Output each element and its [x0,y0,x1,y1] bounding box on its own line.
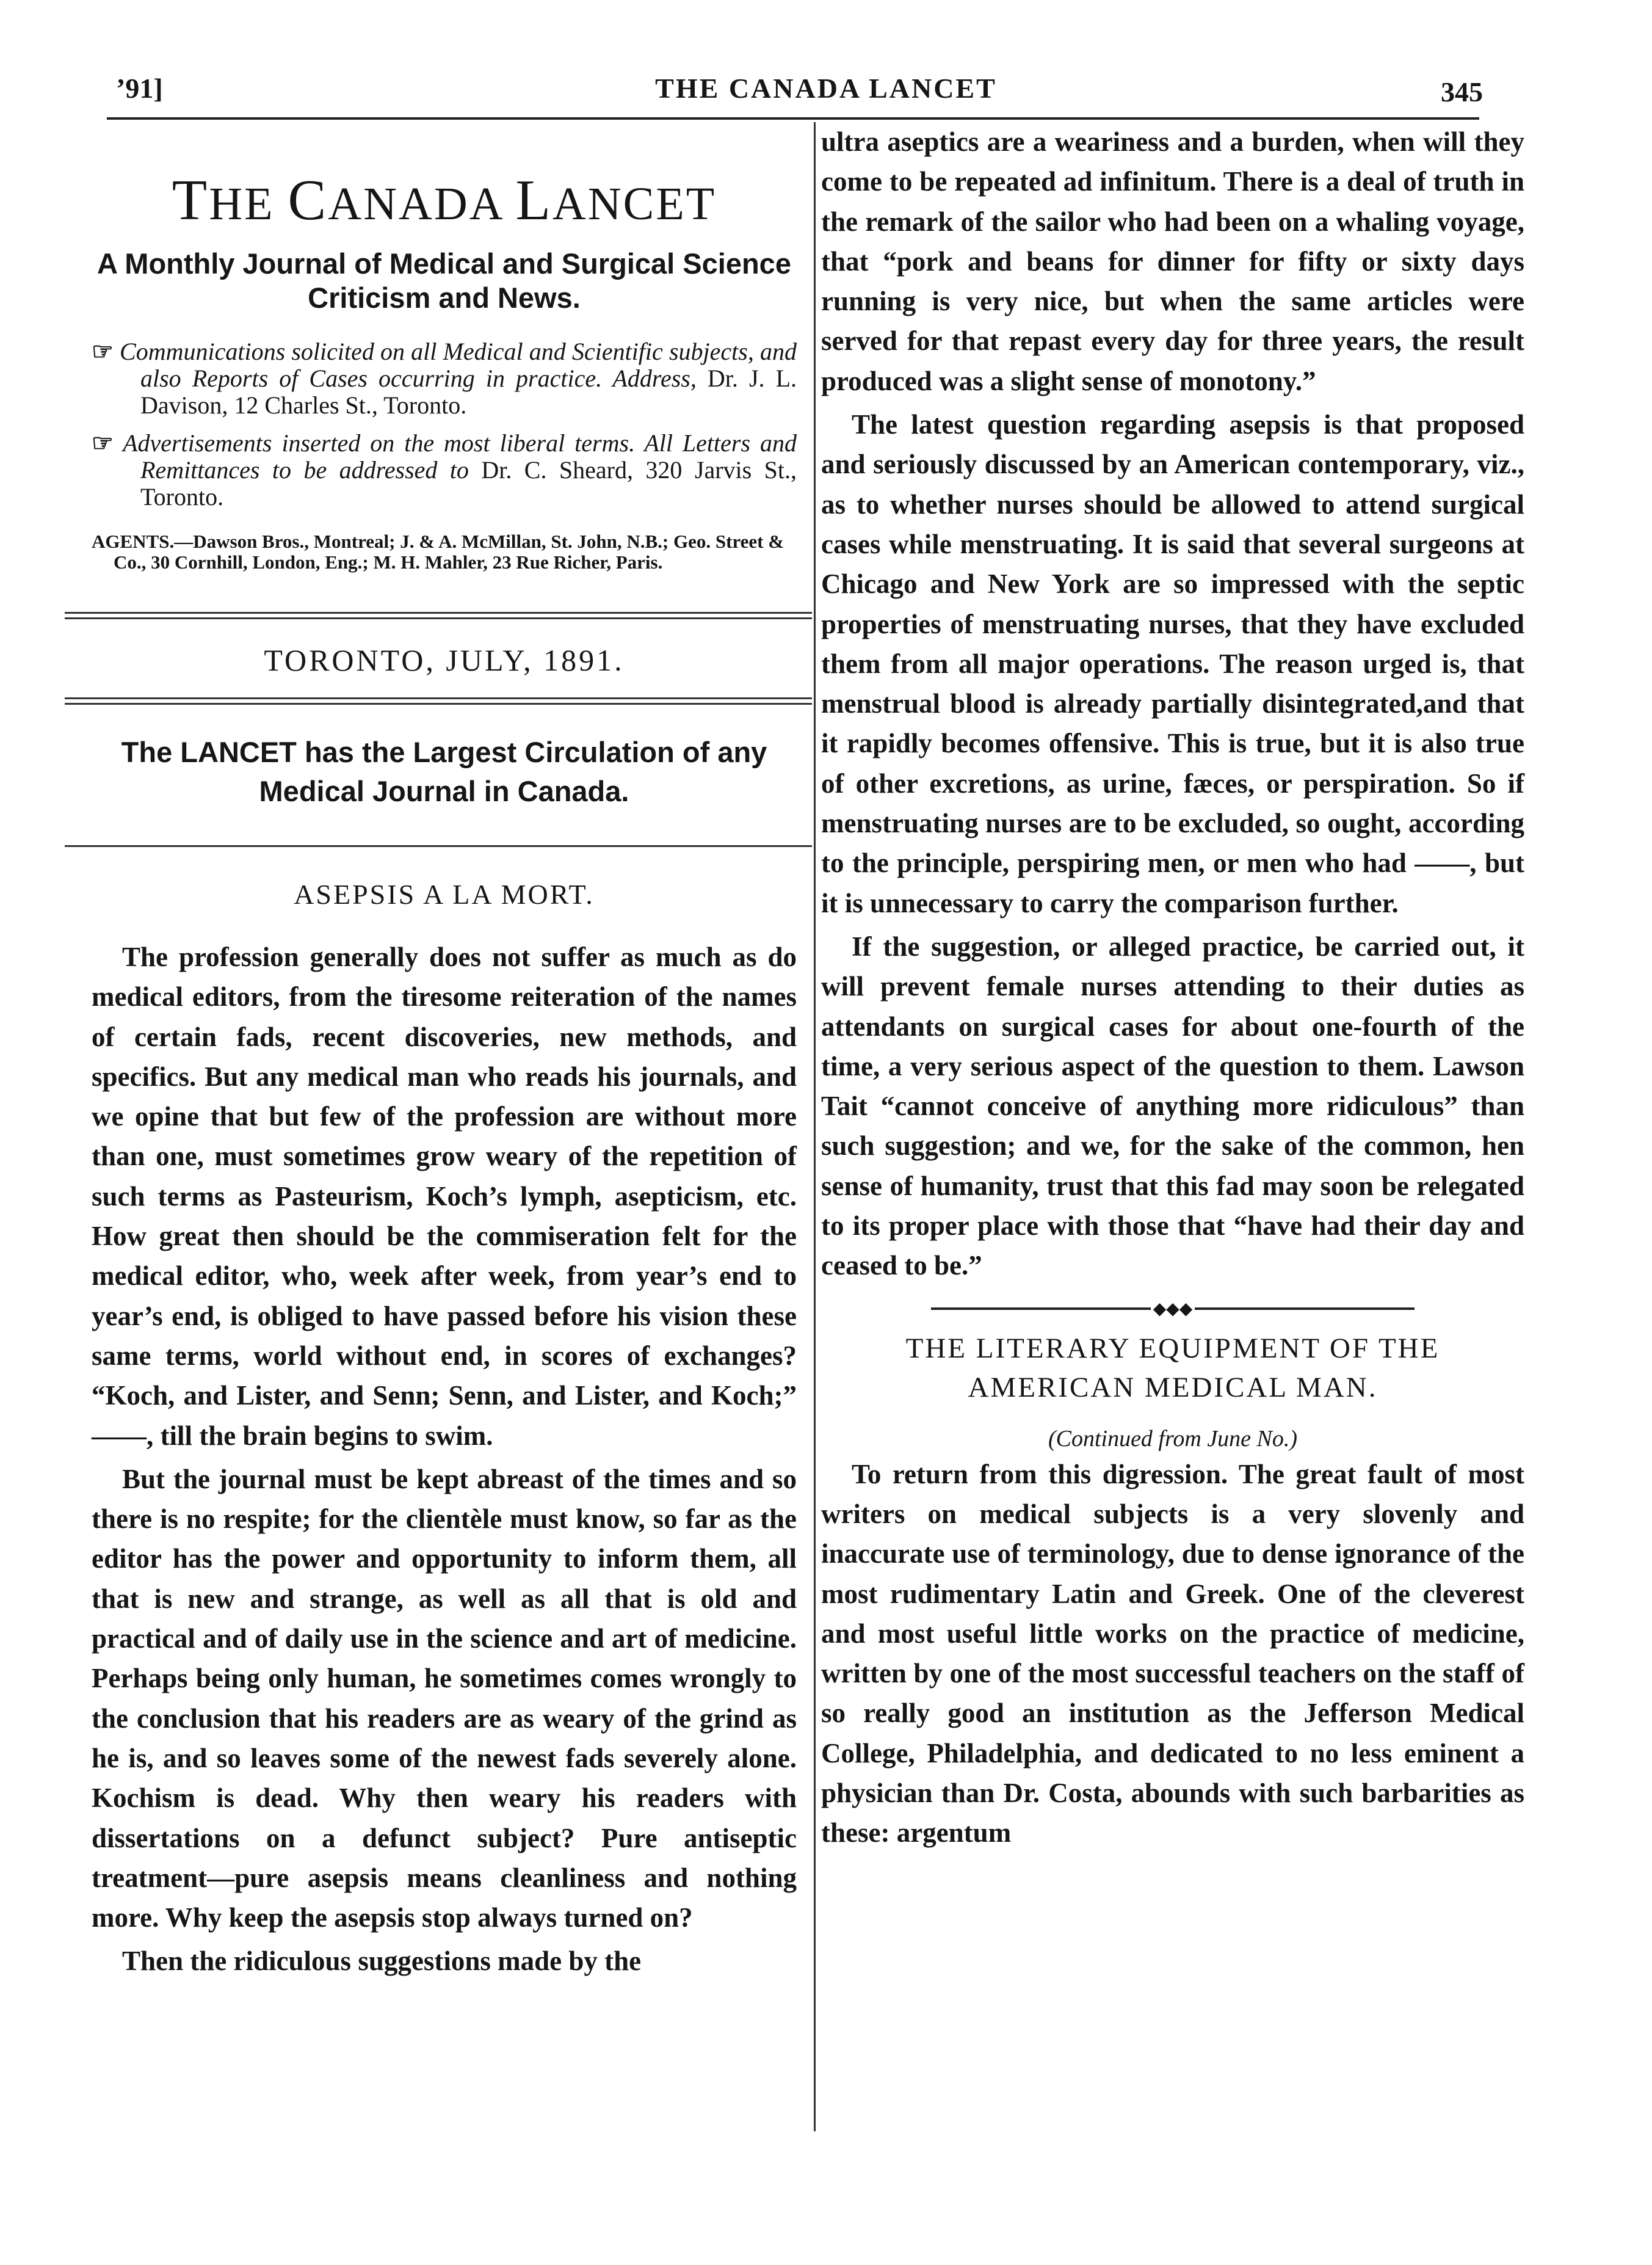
article-heading: ASEPSIS A LA MORT. [294,879,595,910]
paragraph: ultra aseptics are a weariness and a burden, when will they come to be repeated ad infinitum. There is a deal of truth in the remark of the sailor who had been on a whaling voyage, that “pork and beans for dinner for fifty or sixty days running is very nice, but when the same articles were served for that repast every day for three years, the result produced was a slight sense of monotony.” [821,126,1524,396]
dateline: TORONTO, JULY, 1891. [264,643,625,677]
paragraph: The profession generally does not suffer as much as do medical editors, from the tiresome reiteration of the names of certain fads, recent discoveries, new methods, and specifics. But any medical man who reads his journals, and we opine that but few of the profession are without more than one, must sometimes grow weary of the repetition of such terms as Pasteurism, Koch’s lymph, asepticism, etc. How great then should be the commiseration felt for the medical editor, who, week after week, from year’s end to year’s end, is obliged to have passed before his vision these same terms, world without end, in scores of exchanges? “Koch, and Lister, and Senn; Senn, and Lister, and Koch;” ——, till the brain begins to swim. [92,942,797,1451]
section-rule [65,845,812,847]
ornamental-divider [821,1298,1524,1317]
double-rule [65,612,812,619]
running-head-year: ’91] [116,73,163,104]
paragraph: To return from this digression. The great fault of most writers on medical subjects is a very slovenly and inaccurate use of terminology, due to dense ignorance of the most rudimentary Latin and Greek. One of the cleverest and most useful little works on the practice of medicine, written by one of the most successful teachers on the staff of so really good an institution as the Jefferson Medical College, Philadelphia, and dedicated to no less eminent a physician than Dr. Costa, abounds with such barbarities as these: argentum [821,1458,1524,1849]
article-body [821,1455,1524,1853]
continued-note: (Continued from June No.) [1048,1425,1298,1452]
article-body [92,937,797,1982]
page-number: 345 [1441,76,1483,107]
pointing-hand-icon: ☞ [92,338,114,365]
running-head [0,72,1652,121]
article-heading: THE LITERARY EQUIPMENT OF THE AMERICAN MEDICAL MAN. [905,1332,1440,1403]
pointing-hand-icon: ☞ [92,429,114,457]
diamond-ornament-icon: ◆◆◆ [1153,1299,1193,1318]
left-column [92,122,797,1985]
agents-list: AGENTS.—Dawson Bros., Montreal; J. & A. McMillan, St. John, N.B.; Geo. Street & Co., 30 Cornhill, London, Eng.; M. H. Mahler, 23 Rue Richer, Paris. [92,531,784,573]
header-rule [107,117,1479,120]
communications-note: ☞ Communications solicited on all Medical and Scientific subjects, and also Reports of Cases occurring in practice. Address, Dr. J. L. Davison, 12 Charles St., Toronto. [92,338,797,419]
paragraph: But the journal must be kept abreast of the times and so there is no respite; for the clientèle must know, so far as the editor has the power and opportunity to inform them, all that is new and strange, as well as all that is old and practical and of daily use in the science and art of medicine. Perhaps being only human, he sometimes comes wrongly to the conclusion that his readers are as weary of the grind as he is, and so leaves some of the newest fads severely alone. Kochism is dead. Why then weary his readers with dissertations on a defunct subject? Pure antiseptic treatment—pure asepsis means cleanliness and nothing more. Why keep the asepsis stop always turned on? [92,1463,797,1933]
double-rule [65,697,812,705]
column-divider [814,122,816,2131]
paragraph: Then the ridiculous suggestions made by the [122,1946,642,1977]
advertisements-note: ☞ Advertisements inserted on the most liberal terms. All Letters and Remittances to be addressed to Dr. C. Sheard, 320 Jarvis St., Toronto. [92,429,797,511]
running-head-title: THE CANADA LANCET [655,73,997,104]
masthead-title: THE CANADA LANCET [172,169,717,232]
article-body-continued [821,122,1524,1286]
circulation-notice: The LANCET has the Largest Circulation of any Medical Journal in Canada. [121,736,767,807]
paragraph: The latest question regarding asepsis is that proposed and seriously discussed by an American contemporary, viz., as to whether nurses should be allowed to attend surgical cases while menstruating. It is said that several surgeons at Chicago and New York are so impressed with the septic properties of menstruating nurses, that they have excluded them from all major operations. The reason urged is, that menstrual blood is already partially disintegrated,and that it rapidly becomes offensive. This is true, but it is also true of other excretions, as urine, fæces, or perspiration. So if menstruating nurses are to be excluded, so ought, according to the principle, perspiring men, or men who had ——, but it is unnecessary to carry the comparison further. [821,409,1524,918]
right-column [821,122,1524,1857]
paragraph: If the suggestion, or alleged practice, be carried out, it will prevent female nurses attending to their duties as attendants on surgical cases for about one-fourth of the time, a very serious aspect of the question to them. Lawson Tait “cannot conceive of anything more ridiculous” than such suggestion; and we, for the sake of the common, hen sense of humanity, trust that this fad may soon be relegated to its proper place with those that “have had their day and ceased to be.” [821,931,1524,1281]
masthead-subtitle: A Monthly Journal of Medical and Surgical Science Criticism and News. [97,247,791,314]
